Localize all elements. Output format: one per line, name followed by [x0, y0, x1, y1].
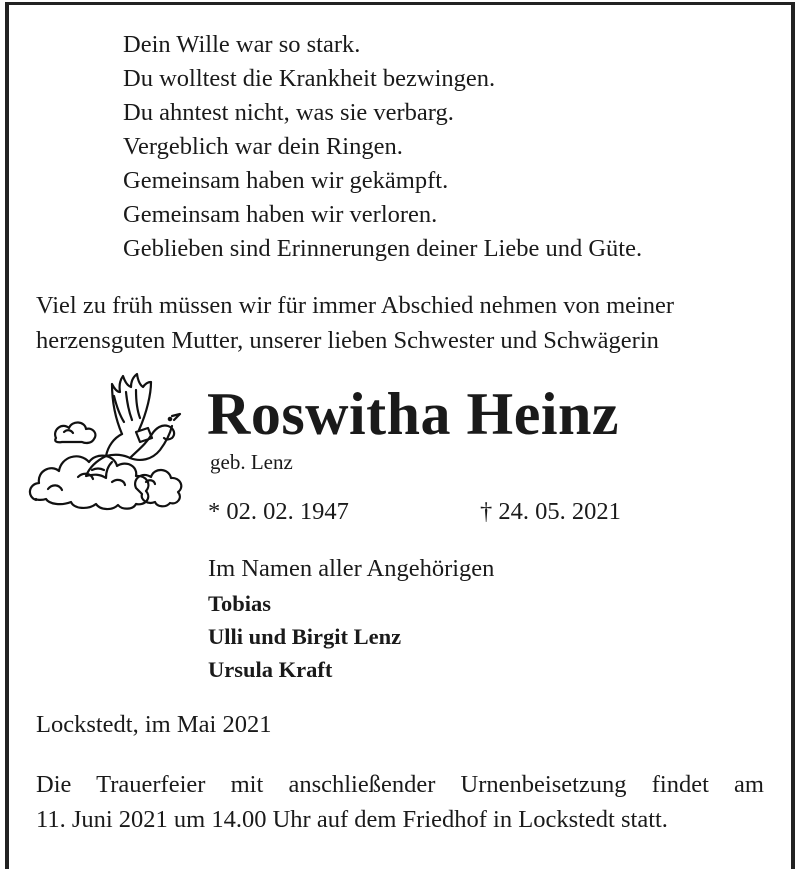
- funeral-line: 11. Juni 2021 um 14.00 Uhr auf dem Friedhof in Lockstedt statt.: [36, 806, 668, 833]
- death-date: † 24. 05. 2021: [480, 498, 621, 525]
- deceased-name: Roswitha Heinz: [207, 381, 619, 447]
- poem-line: Dein Wille war so stark.: [123, 31, 361, 58]
- signer-name: Ursula Kraft: [208, 657, 333, 682]
- intro-text: [36, 288, 674, 358]
- poem: [123, 28, 642, 266]
- signature-intro: Im Namen aller Angehörigen: [208, 555, 495, 582]
- poem-line: Vergeblich war dein Ringen.: [123, 133, 403, 160]
- poem-line: Geblieben sind Erinnerungen deiner Liebe und Güte.: [123, 235, 643, 262]
- funeral-notice: [36, 767, 764, 837]
- intro-line: herzensguten Mutter, unserer lieben Schwester und Schwägerin: [36, 327, 659, 354]
- poem-line: Gemeinsam haben wir gekämpft.: [123, 167, 449, 194]
- birth-date: * 02. 02. 1947: [208, 498, 349, 525]
- signer-list: [208, 587, 401, 686]
- place-and-date: Lockstedt, im Mai 2021: [36, 711, 272, 738]
- signer-name: Tobias: [208, 591, 271, 616]
- poem-line: Du ahntest nicht, was sie verbarg.: [123, 99, 454, 126]
- signer-name: Ulli und Birgit Lenz: [208, 624, 402, 649]
- intro-line: Viel zu früh müssen wir für immer Abschied nehmen von meiner: [36, 292, 675, 319]
- dove-on-clouds-icon: [26, 372, 188, 518]
- maiden-name: geb. Lenz: [210, 450, 293, 474]
- poem-line: Du wolltest die Krankheit bezwingen.: [123, 65, 496, 92]
- funeral-line: Die Trauerfeier mit anschließender Urnenbeisetzung findet am: [36, 771, 764, 798]
- poem-line: Gemeinsam haben wir verloren.: [123, 201, 438, 228]
